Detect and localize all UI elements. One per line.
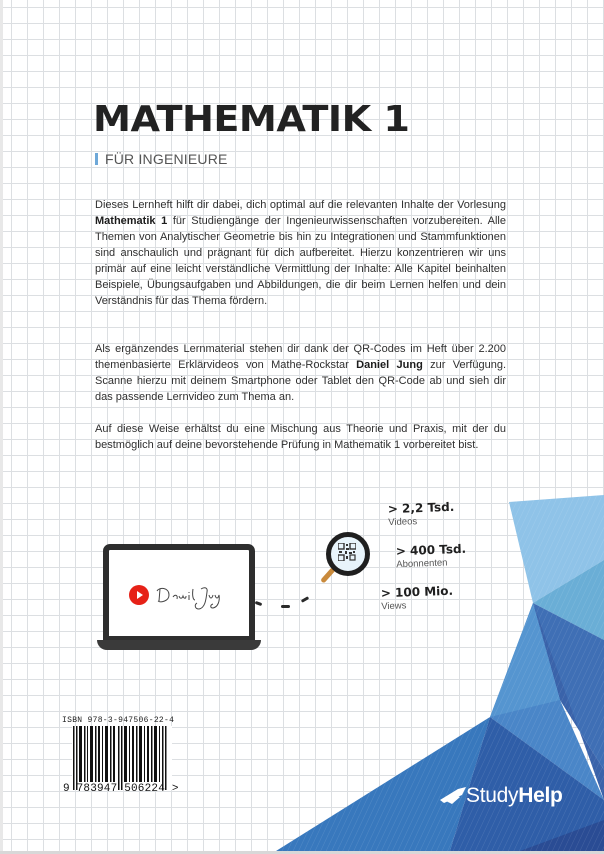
- logo-text: [466, 784, 563, 808]
- daniel-jung-signature-icon: [155, 583, 230, 613]
- book-subtitle: [95, 151, 228, 167]
- stat-value: > 2,2 Tsd.: [387, 499, 455, 517]
- accent-bar: [95, 153, 98, 165]
- stat-views: [381, 585, 454, 612]
- paragraph-text: für Studiengänge der Ingenieurwissenschaften vorzubereiten. Alle Themen von Analytischer Geometrie bis hin zu Integrationen und Stammfunktionen sind anschaulich und prägnant für dich aufbereitet. Hierzu konzentrieren wir uns primär auf eine leicht verständliche Vermittlung der Inhalte: Alle Kapitel beinhalten Beispiele, Übungsaufgaben und Abbildungen, die dir beim Lernen helfen und dein Verständnis für das Thema fördern.: [95, 215, 506, 307]
- logo-text-light: Study: [466, 784, 519, 807]
- stat-label: Abonnenten: [396, 557, 448, 571]
- paragraph-text: zur Verfügung. Scanne hierzu mit deinem Smartphone oder Tablet den QR-Code ab und sieh dir das passende Lernvideo zum Thema an.: [95, 359, 506, 403]
- laptop-base: [97, 640, 261, 650]
- graduation-cap-icon: [440, 787, 466, 805]
- paragraph-bold: Mathematik 1: [95, 215, 168, 227]
- stat-label: Videos: [388, 516, 418, 529]
- book-title: MATHEMATIK 1: [93, 99, 410, 140]
- description-paragraph-1: [95, 197, 506, 309]
- logo-text-bold: Help: [518, 784, 563, 807]
- studyhelp-logo: [440, 784, 563, 808]
- stat-value: > 400 Tsd.: [395, 541, 467, 559]
- isbn-label: ISBN 978-3-947506-22-4: [62, 716, 175, 725]
- youtube-play-icon: [129, 585, 149, 605]
- dash-line: [281, 605, 290, 608]
- qr-code-icon: [338, 543, 356, 561]
- description-paragraph-3: Auf diese Weise erhältst du eine Mischung aus Theorie und Praxis, mit der du bestmöglich auf deine bevorstehende Prüfung in Mathematik 1 vorbereitet bist.: [95, 423, 506, 451]
- paragraph-text: Dieses Lernheft hilft dir dabei, dich optimal auf die relevanten Inhalte der Vorlesung: [95, 199, 506, 211]
- stat-videos: [388, 501, 455, 528]
- paragraph-bold: Daniel Jung: [356, 359, 423, 371]
- paragraph-text: Als ergänzendes Lernmaterial stehen dir dank der QR-Codes im Heft über 2.200 themenbasierte Erklärvideos von Mathe-Rockstar: [95, 343, 506, 371]
- stat-label: Views: [381, 600, 407, 613]
- stat-value: > 100 Mio.: [380, 583, 454, 601]
- description-paragraph-2: [95, 341, 506, 405]
- isbn-digits: 9 783947 506224 >: [63, 783, 179, 795]
- subtitle-text: FÜR INGENIEURE: [105, 151, 228, 167]
- stat-subscribers: [396, 543, 467, 570]
- barcode-icon: [72, 726, 172, 790]
